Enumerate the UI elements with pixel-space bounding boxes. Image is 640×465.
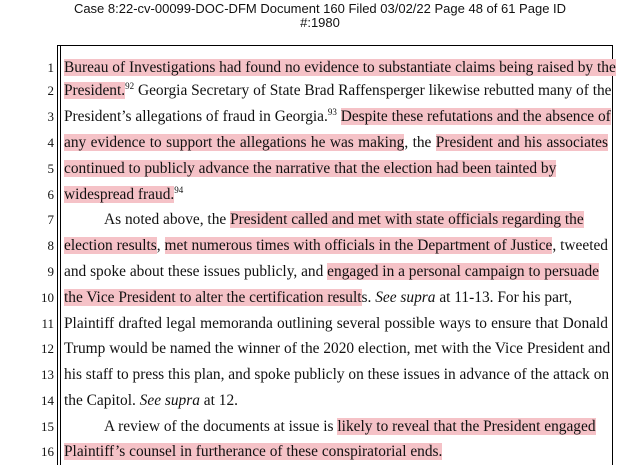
footnote-ref: 93: [327, 106, 337, 117]
line-number: 10: [41, 290, 54, 305]
highlighted-text: engaged in a personal campaign to persuade: [327, 263, 599, 280]
highlighted-text: Plaintiff’s counsel in furtherance of these conspiratorial ends.: [64, 443, 443, 460]
line-text: Georgia Secretary of State Brad Raffensperger likewise rebutted many of the: [134, 82, 612, 99]
line-number: 13: [41, 367, 54, 382]
line-text: ,: [156, 237, 165, 254]
document-line: [64, 78, 612, 104]
document-line: [64, 414, 608, 440]
line-text: , the: [404, 134, 436, 151]
footnote-ref: 92: [125, 80, 135, 91]
line-number: 14: [41, 393, 54, 408]
line-number: 7: [47, 212, 54, 227]
line-text: and spoke about these issues publicly, and: [64, 263, 328, 280]
highlighted-text: the Vice President to alter the certification result: [64, 289, 362, 306]
line-number: 4: [47, 135, 54, 150]
document-line: [64, 233, 608, 259]
highlighted-text: Bureau of Investigations had found no evidence to substantiate claims being raised by the: [64, 59, 616, 76]
left-margin-rule-inner: [60, 45, 61, 465]
highlighted-text: President called and met with state officials regarding the: [230, 211, 584, 228]
line-number: 15: [41, 419, 54, 434]
line-number: 9: [47, 264, 54, 279]
document-line: [64, 182, 608, 208]
citation-signal: See supra: [375, 289, 436, 306]
document-line: [64, 130, 608, 156]
highlighted-text: met numerous times with officials in the Department of Justice: [164, 237, 553, 254]
line-text: at 12.: [199, 392, 238, 409]
document-line: [64, 207, 608, 233]
line-text: , tweeted: [552, 237, 608, 254]
line-text: the Capitol.: [64, 392, 140, 409]
line-text: President’s allegations of fraud in Georgia.: [64, 108, 328, 125]
highlighted-text: any evidence to support the allegations he was making: [64, 134, 405, 151]
citation-signal: See supra: [139, 392, 200, 409]
document-line: [64, 104, 611, 130]
line-text: A review of the documents at issue is: [104, 418, 338, 435]
highlighted-text: Despite these refutations and the absence of: [340, 108, 611, 125]
document-line: [64, 285, 608, 311]
case-header-line-1: Case 8:22-cv-00099-DOC-DFM Document 160 Filed 03/02/22 Page 48 of 61 Page ID: [73, 1, 567, 16]
highlighted-text: likely to reveal that the President engaged: [337, 418, 596, 435]
right-margin-rule: [612, 45, 613, 465]
line-text: As noted above, the: [104, 211, 231, 228]
line-text: Trump would be named the winner of the 2020 election, met with the Vice President and: [64, 340, 611, 357]
document-line: [64, 156, 608, 182]
line-text: s.: [361, 289, 376, 306]
highlighted-text: President and his associates: [435, 134, 608, 151]
line-text: his staff to press this plan, and spoke publicly on these issues in advance of the attack on: [64, 366, 610, 383]
case-header-line-2: #:1980: [300, 15, 340, 30]
highlighted-text: President.: [64, 82, 126, 99]
line-number: 16: [41, 444, 54, 459]
document-line: [64, 336, 611, 362]
top-border-rule: [57, 45, 613, 46]
line-number: 5: [47, 161, 54, 176]
line-number: 2: [47, 83, 54, 98]
highlighted-text: widespread fraud.: [64, 186, 175, 203]
line-number: 6: [47, 187, 54, 202]
line-number: 12: [41, 341, 54, 356]
document-line: [64, 259, 608, 285]
document-line: [64, 388, 608, 414]
document-line: [64, 362, 608, 388]
left-margin-rule-outer: [57, 45, 58, 465]
line-text: at 11-13. For his part,: [435, 289, 573, 306]
document-line: [64, 439, 608, 465]
footnote-ref: 94: [174, 184, 184, 195]
document-line: [64, 311, 608, 337]
line-number: 3: [47, 109, 54, 124]
highlighted-text: continued to publicly advance the narrative that the election had been tainted by: [64, 160, 557, 177]
highlighted-text: election results: [64, 237, 157, 254]
line-number: 11: [41, 316, 54, 331]
line-number: 1: [47, 60, 54, 75]
line-number: 8: [47, 238, 54, 253]
line-text: Plaintiff drafted legal memoranda outlining several possible ways to ensure that Donald: [64, 315, 608, 332]
